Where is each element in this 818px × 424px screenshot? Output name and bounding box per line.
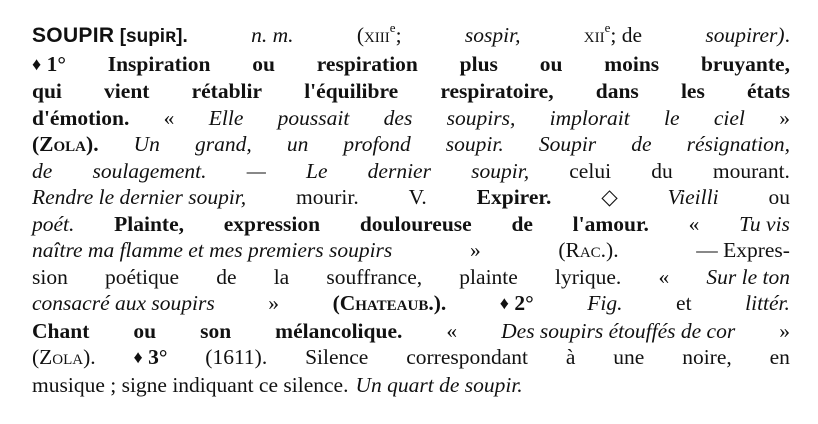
word: de [216,264,237,289]
quote-word: Elle [208,105,244,130]
entry-line-4 [32,105,790,132]
entry-line-8 [32,211,790,238]
word: états [747,79,790,103]
word: respiration [316,51,418,76]
example-word: de [32,158,53,183]
source-author: (Rac.). [558,238,619,262]
quote-open: « [688,211,700,236]
word: mourir. [296,185,359,209]
usage-label: Fig. [587,291,623,315]
source-author: (Chateaub.). [332,291,447,315]
word: bruyante, [700,51,790,76]
quote-fragment: naître ma flamme et mes premiers soupirs [32,238,393,262]
etymology-date-2: xii$^e$; de [583,19,643,47]
etymology-date: (xiii$^e$; [356,19,402,47]
example-word: dernier [367,158,431,183]
see-label: V. [408,185,427,209]
diamond-icon: ◇ [601,185,618,209]
entry-line-12 [32,318,790,345]
example-word: — [246,158,266,183]
quote-word: soupirs, [446,105,516,130]
etymology-form: sospir, [464,23,521,47]
entry-line-5 [32,131,790,158]
entry-line-11 [32,290,790,318]
quote-word: ciel [713,105,745,130]
quote-open: « [658,264,670,289]
etymology-source: soupirer). [705,23,790,47]
sense-number-2: ♦ 2° [499,291,534,315]
headword: SOUPIR [32,24,115,47]
example-word: résignation, [686,132,790,156]
quote-close: » [779,318,790,343]
grammar-label: n. m. [251,23,294,47]
example-word: Le [306,158,328,183]
example-word: profond [343,132,411,156]
quote-close: » [779,105,790,130]
word: d'émotion. [32,105,130,130]
pronunciation: [supiʀ]. [119,26,188,47]
source-author: (Zola). [32,132,99,156]
word: respiratoire, [440,79,554,103]
cross-reference: Expirer. [476,185,552,209]
entry-line-10 [32,264,790,291]
sense-number-3: ♦ 3° [133,345,168,369]
quote-close: » [268,291,280,315]
word: les [680,79,705,103]
entry-line-1 [32,19,790,51]
word: du [651,158,673,183]
headword-group [32,22,188,51]
word: l'équilibre [304,79,399,103]
quote-word: des [383,105,413,130]
word: et [676,291,692,315]
quote-word: implorait [549,105,630,130]
word: ou [539,51,563,76]
example-word: un [286,132,309,156]
word: de [511,211,533,236]
quote-open: « [446,318,458,343]
quote-open: « [163,105,175,130]
example-word: de [631,132,652,156]
entry-line-2 [32,51,790,79]
entry-line-14 [32,372,790,399]
word: plus [459,51,498,76]
word: une [613,345,645,369]
quote-word: poussait [277,105,350,130]
word: expression [223,211,321,236]
word: Plainte, [114,211,184,236]
example-word: grand, [195,132,252,156]
word: douloureuse [359,211,472,236]
word: celui [569,158,612,183]
definition-text: musique ; signe indiquant ce silence. [32,372,349,397]
entry-line-7 [32,184,790,211]
word: correspondant [406,345,529,369]
word: mourant. [712,158,790,183]
word: sion [32,264,68,289]
word: plainte [459,264,518,289]
word: Chant [32,318,90,343]
entry-line-13 [32,344,790,372]
example-phrase: Rendre le dernier soupir, [32,185,247,209]
word: moins [604,51,660,76]
word: la [273,264,290,289]
word: souffrance, [326,264,423,289]
word: Silence [305,345,369,369]
example-phrase: Un quart de soupir. [355,372,523,397]
source-author: (Zola). [32,345,96,369]
example-word: Soupir [538,132,597,156]
word: dans [595,79,639,103]
word: vient [104,79,150,103]
quote-close: » [469,238,481,262]
word: en [769,345,790,369]
word: ou [133,318,157,343]
word: son [200,318,232,343]
word: (1611). [205,345,268,369]
example-word: soupir, [471,158,530,183]
word: lyrique. [554,264,622,289]
lozenge-icon: ♦ [499,293,509,313]
word: rétablir [191,79,263,103]
example-word: soulagement. [92,158,207,183]
usage-label: poét. [32,211,75,236]
usage-label: Vieilli [667,185,719,209]
word: ou [252,51,275,76]
entry-line-3 [32,78,790,105]
word: l'amour. [572,211,649,236]
quote-fragment: Des soupirs étouffés de cor [501,318,736,343]
usage-label: littér. [745,291,790,315]
entry-line-9 [32,237,790,264]
entry-line-6 [32,158,790,185]
quote-fragment: consacré aux soupirs [32,291,215,315]
quote-fragment: Tu vis [739,211,790,236]
quote-word: le [664,105,680,130]
lozenge-icon: ♦ [133,347,143,367]
quote-fragment: Sur le ton [706,264,790,289]
word: ou [768,185,790,209]
example-word: Un [133,132,160,156]
word: qui [32,79,62,103]
word: mélancolique. [275,318,403,343]
sense-number-1: ♦ 1° [32,51,66,76]
word: Inspiration [107,51,211,76]
lozenge-icon: ♦ [32,53,42,74]
word: à [565,345,576,369]
word: poétique [105,264,180,289]
example-word: soupir. [445,132,504,156]
word: noire, [682,345,732,369]
word: — Expres- [696,238,790,262]
dictionary-entry [32,19,790,398]
